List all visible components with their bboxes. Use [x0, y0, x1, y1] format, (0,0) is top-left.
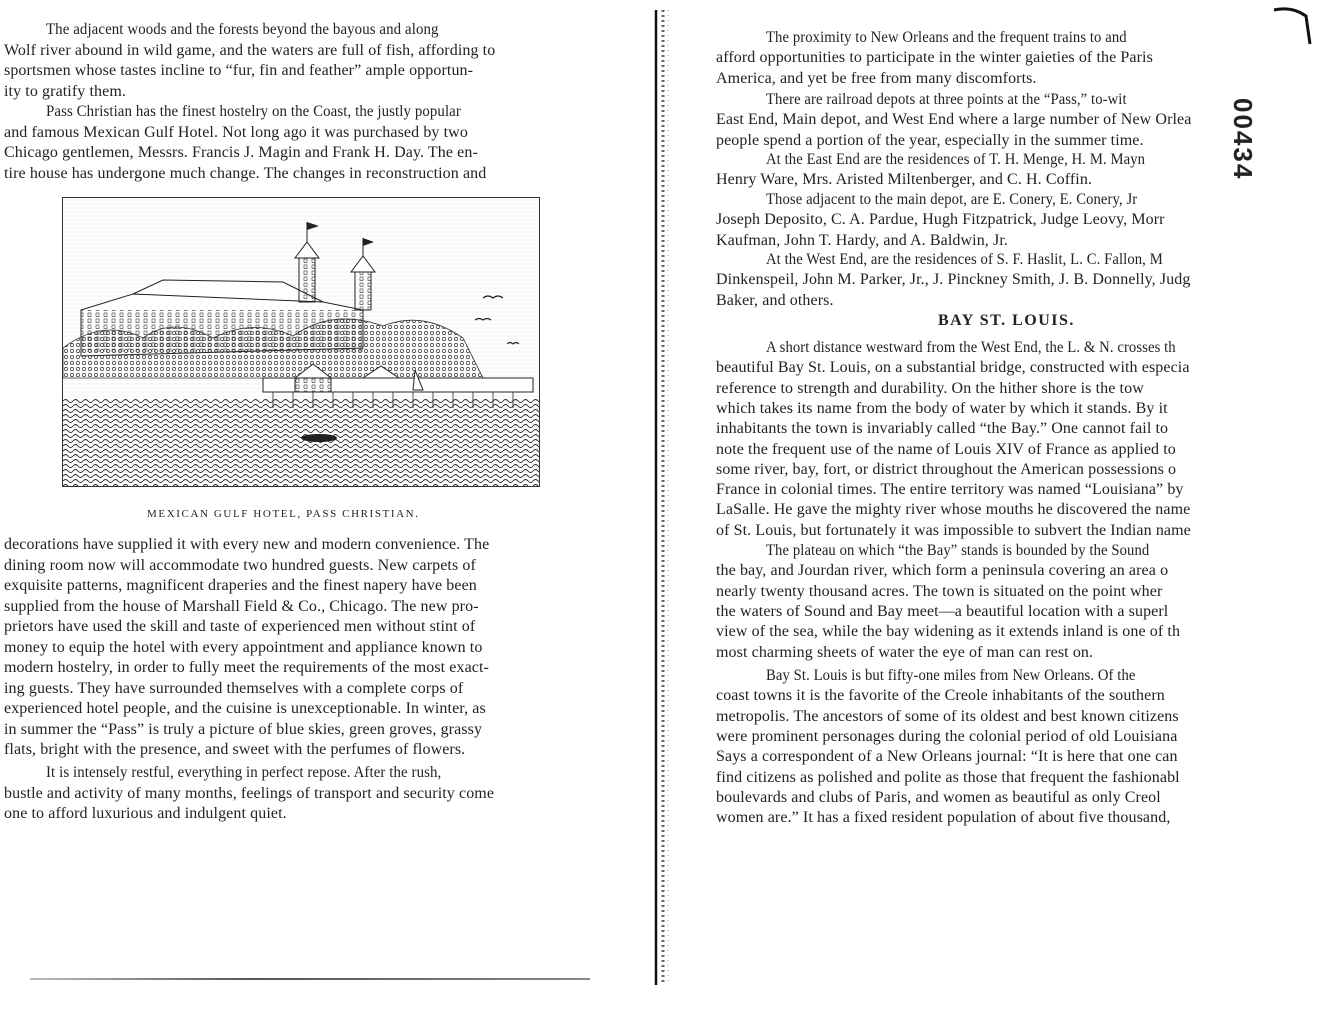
book-gutter [653, 10, 671, 985]
text-line: At the West End, are the residences of S. F. Haslit, L. C. Fallon, M [766, 251, 1163, 268]
text-line: money to equip the hotel with every appointment and appliance known to [4, 638, 483, 656]
text-line: prietors have used the skill and taste of experienced men without stint of [4, 618, 476, 635]
text-line: inhabitants the town is invariably called “the Bay.” One cannot fail to [716, 420, 1169, 438]
text-line: boulevards and clubs of Paris, and women as beautiful as only Creol [716, 788, 1161, 806]
text-line: and famous Mexican Gulf Hotel. Not long ago it was purchased by two [4, 123, 468, 141]
corner-mark [1272, 6, 1312, 46]
text-line: It is intensely restful, everything in perfect repose. After the rush, [46, 764, 442, 781]
text-line: women are.” It has a fixed resident population of about five thousand, [716, 809, 1171, 827]
text-line: one to afford luxurious and indulgent quiet. [4, 805, 287, 822]
text-line: exquisite patterns, magnificent draperies and the finest napery have been [4, 577, 477, 594]
text-line: modern hostelry, in order to fully meet the requirements of the most exact- [4, 659, 489, 676]
text-line: coast towns it is the favorite of the Creole inhabitants of the southern [716, 687, 1165, 705]
text-line: At the East End are the residences of T. H. Menge, H. M. Mayn [766, 151, 1146, 168]
figure-caption: MEXICAN GULF HOTEL, PASS CHRISTIAN. [147, 508, 420, 520]
text-line: Chicago gentlemen, Messrs. Francis J. Magin and Frank H. Day. The en- [4, 144, 478, 161]
text-line: The adjacent woods and the forests beyond the bayous and along [46, 21, 439, 38]
text-line: Dinkenspeil, John M. Parker, Jr., J. Pinckney Smith, J. B. Donnelly, Judg [716, 271, 1191, 289]
text-line: some river, bay, fort, or district throughout the American possessions o [716, 460, 1177, 478]
text-line: dining room now will accommodate two hundred guests. New carpets of [4, 556, 476, 574]
gutter-shadow [653, 10, 671, 985]
text-line: the bay, and Jourdan river, which form a peninsula covering an area o [716, 562, 1169, 580]
text-line: note the frequent use of the name of Louis XIV of France as applied to [716, 440, 1176, 458]
text-line: ity to gratify them. [4, 82, 126, 100]
hotel-illustration [62, 197, 540, 487]
text-line: in summer the “Pass” is truly a picture of blue skies, green groves, grassy [4, 720, 483, 738]
text-line: metropolis. The ancestors of some of its oldest and best known citizens [716, 707, 1179, 725]
text-line: tire house has undergone much change. The changes in reconstruction and [4, 164, 487, 182]
text-line: which takes its name from the body of water by which it stands. By it [716, 399, 1168, 417]
text-line: There are railroad depots at three points at the “Pass,” to-wit [766, 91, 1127, 108]
text-line: France in colonial times. The entire territory was named “Louisiana” by [716, 481, 1184, 499]
text-line: Baker, and others. [716, 291, 834, 309]
text-line: experienced hotel people, and the cuisine is unexceptionable. In winter, as [4, 700, 486, 717]
text-line: of St. Louis, but fortunately it was impossible to subvert the Indian name [716, 521, 1191, 539]
text-line: Wolf river abound in wild game, and the waters are full of fish, affording to [4, 41, 496, 59]
text-line: A short distance westward from the West End, the L. & N. crosses th [766, 339, 1176, 356]
text-line: LaSalle. He gave the mighty river whose mouths he discovered the name [716, 501, 1191, 519]
text-line: The plateau on which “the Bay” stands is bounded by the Sound [766, 542, 1150, 559]
hotel-engraving [63, 198, 539, 486]
text-line: afford opportunities to participate in the winter gaieties of the Paris [716, 49, 1153, 67]
text-line: the waters of Sound and Bay meet—a beautiful location with a superl [716, 602, 1169, 620]
text-line: America, and yet be free from many discomforts. [716, 69, 1037, 87]
page-bottom-rule [30, 978, 590, 980]
text-line: Joseph Deposito, C. A. Pardue, Hugh Fitzpatrick, Judge Leovy, Morr [716, 211, 1165, 229]
text-line: The proximity to New Orleans and the frequent trains to and [766, 29, 1127, 46]
text-line: were prominent personages during the colonial period of old Louisiana [716, 727, 1178, 745]
text-line: Pass Christian has the finest hostelry on the Coast, the justly popular [46, 103, 461, 120]
left-page [0, 0, 640, 1020]
text-line: East End, Main depot, and West End where a large number of New Orlea [716, 111, 1192, 129]
text-line: ing guests. They have surrounded themselves with a complete corps of [4, 679, 464, 697]
text-line: reference to strength and durability. On the hither shore is the tow [716, 379, 1144, 397]
text-line: most charming sheets of water the eye of man can rest on. [716, 643, 1094, 661]
text-line: sportsmen whose tastes incline to “fur, fin and feather” ample opportun- [4, 62, 474, 79]
right-page [680, 0, 1320, 1020]
text-line: beautiful Bay St. Louis, on a substantial bridge, constructed with especia [716, 359, 1190, 377]
text-line: Says a correspondent of a New Orleans journal: “It is here that one can [716, 748, 1178, 766]
text-line: decorations have supplied it with every new and modern convenience. The [4, 536, 490, 553]
text-line: bustle and activity of many months, feelings of transport and security come [4, 784, 495, 802]
section-heading: BAY ST. LOUIS. [938, 312, 1075, 329]
text-line: Kaufman, John T. Hardy, and A. Baldwin, Jr. [716, 231, 1008, 249]
text-line: Henry Ware, Mrs. Aristed Miltenberger, and C. H. Coffin. [716, 171, 1093, 189]
text-line: Those adjacent to the main depot, are E. Conery, E. Conery, Jr [766, 191, 1138, 208]
text-line: find citizens as polished and polite as those that frequent the fashionabl [716, 768, 1180, 786]
text-line: Bay St. Louis is but fifty-one miles from New Orleans. Of the [766, 667, 1136, 684]
text-line: nearly twenty thousand acres. The town is situated on the point wher [716, 582, 1163, 600]
text-line: flats, bright with the presence, and sweet with the perfumes of flowers. [4, 741, 466, 758]
catalog-stamp: 00434 [1228, 98, 1258, 181]
text-line: people spend a portion of the year, especially in the summer time. [716, 131, 1144, 149]
text-line: supplied from the house of Marshall Field & Co., Chicago. The new pro- [4, 597, 479, 615]
text-line: view of the sea, while the bay widening as it extends inland is one of th [716, 623, 1181, 641]
